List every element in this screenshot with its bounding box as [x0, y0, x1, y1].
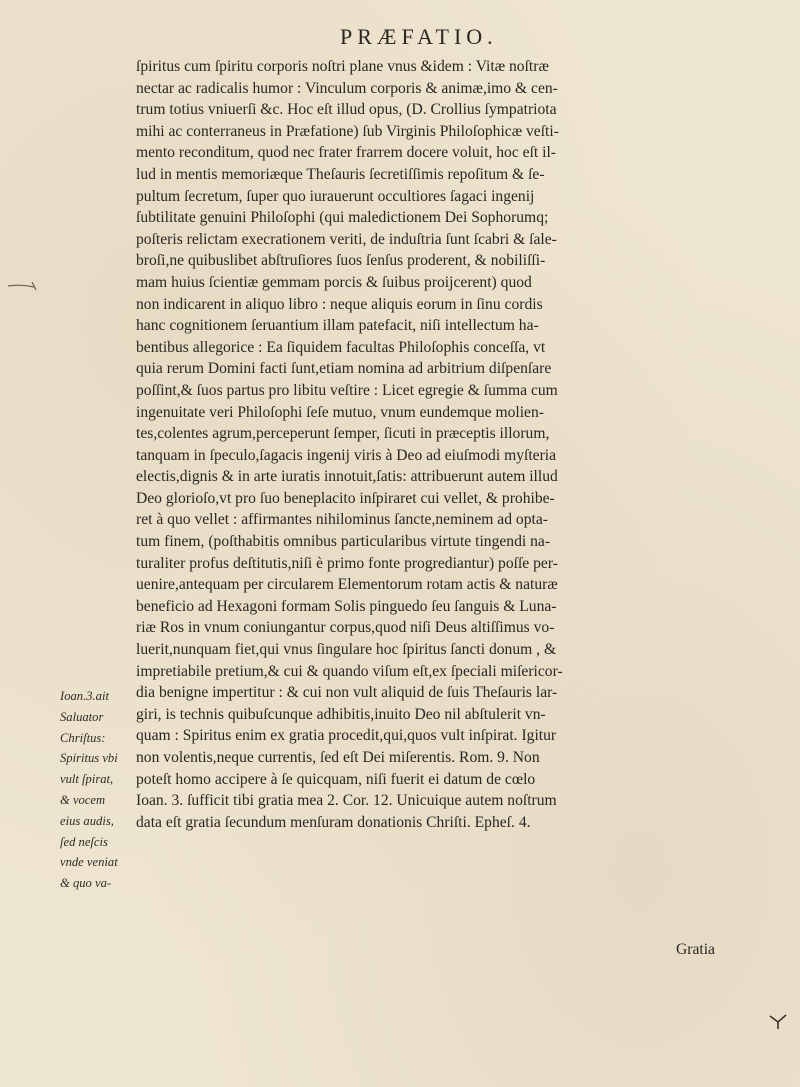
- margin-note-line: ſed neſcis: [60, 834, 108, 849]
- body-text: [136, 56, 746, 833]
- margin-note-line: eius audis,: [60, 813, 114, 828]
- text-line: Ioan. 3. ſufficit tibi gratia mea 2. Cor. 12. Unicuique autem noſtrum: [136, 792, 557, 810]
- text-line: ſubtilitate genuini Philoſophi (qui maledictionem Dei Sophorumq;: [136, 209, 549, 227]
- catchword: Gratia: [676, 941, 715, 958]
- text-line: non indicarent in aliquo libro : neque aliquis eorum in ſinu cordis: [136, 295, 543, 313]
- text-line: luerit,nunquam fiet,qui vnus ſingulare hoc ſpiritus ſancti donum , &: [136, 641, 557, 659]
- text-line: poteſt homo accipere à ſe quicquam, niſi fuerit ei datum de cœlo: [136, 770, 536, 788]
- text-line: uenire,antequam per circularem Elementorum rotam actis & naturæ: [136, 576, 558, 594]
- text-line: quam : Spiritus enim ex gratia procedit,qui,quos vult inſpirat. Igitur: [136, 727, 557, 745]
- corner-ink-mark: [768, 1012, 788, 1030]
- text-line: nectar ac radicalis humor : Vinculum corporis & animæ,imo & cen-: [136, 79, 558, 97]
- text-line: non volentis,neque currentis, ſed eſt Dei miſerentis. Rom. 9. Non: [136, 749, 540, 766]
- margin-note-line: vnde veniat: [60, 855, 118, 870]
- text-line: hanc cognitionem ſeruantium illam patefacit, niſi intellectum ha-: [136, 317, 539, 335]
- margin-note-line: & quo va-: [60, 876, 112, 891]
- stray-ink-mark: [6, 276, 46, 296]
- text-line: mihi ac conterraneus in Præfatione) ſub Virginis Philoſophicæ veſti-: [136, 122, 559, 140]
- text-line: dia benigne impertitur : & cui non vult aliquid de ſuis Theſauris lar-: [136, 684, 558, 702]
- text-line: ret à quo vellet : affirmantes nihilominus ſancte,neminem ad opta-: [136, 511, 548, 529]
- text-line: Deo glorioſo,vt pro ſuo beneplacito inſpiraret cui vellet, & prohibe-: [136, 489, 555, 507]
- margin-note-line: vult ſpirat,: [60, 772, 114, 787]
- text-line: quia rerum Domini facti ſunt,etiam nomina ad arbitrium diſpenſare: [136, 360, 552, 378]
- margin-note-line: Ioan.3.ait: [60, 689, 109, 703]
- margin-note-line: Chriſtus:: [60, 730, 106, 745]
- text-line: poſſint,& ſuos partus pro libitu veſtire : Licet egregie & ſumma cum: [136, 381, 558, 399]
- text-line: beneficio ad Hexagoni formam Solis pinguedo ſeu ſanguis & Luna-: [136, 597, 557, 615]
- margin-note-line: Spiritus vbi: [60, 751, 118, 766]
- text-line: impretiabile pretium,& cui & quando viſum eſt,ex ſpeciali miſericor-: [136, 662, 563, 680]
- text-line: ſpiritus cum ſpiritu corporis noſtri plane vnus &idem : Vitæ noſtræ: [136, 58, 549, 75]
- text-line: electis,dignis & in arte iuratis innotuit,ſatis: attribuerunt autem illud: [136, 468, 558, 486]
- text-line: tanquam in ſpeculo,ſagacis ingenij viris à Deo ad eiuſmodi myſteria: [136, 446, 557, 464]
- text-line: giri, is technis quibuſcunque adhibitis,inuito Deo nil abſtulerit vn-: [136, 705, 546, 723]
- text-line: tes,colentes agrum,perceperunt ſemper, ſicuti in præceptis illorum,: [136, 425, 550, 443]
- text-line: mam huius ſcientiæ gemmam porcis & ſuibus proijcerent) quod: [136, 273, 532, 291]
- text-line: poſteris relictam execrationem veriti, de induſtria ſunt ſcabri & ſale-: [136, 230, 557, 248]
- text-line: mento reconditum, quod nec frater frarrem docere voluit, hoc eſt il-: [136, 144, 556, 162]
- text-line: bentibus allegorice : Ea ſiquidem facultas Philoſophis conceſſa, vt: [136, 338, 546, 356]
- text-line: turaliter profus deſtitutis,niſi è primo fonte progrediantur) poſſe per-: [136, 554, 558, 572]
- text-line: tum finem, (poſthabitis omnibus particularibus virtute tingendi na-: [136, 533, 551, 551]
- text-line: riæ Ros in vnum coniungantur corpus,quod niſi Deus altiſſimus vo-: [136, 619, 555, 637]
- margin-notes: [60, 686, 140, 894]
- text-line: ingenuitate veri Philoſophi ſeſe mutuo, vnum eundemque molien-: [136, 403, 544, 421]
- text-line: lud in mentis memoriæque Theſauris ſecretiſſimis repoſitum & ſe-: [136, 165, 545, 183]
- text-line: data eſt gratia ſecundum menſuram donationis Chriſti. Epheſ. 4.: [136, 813, 531, 831]
- text-line: broſi,ne quibuslibet abſtruſiores ſuos ſenſus proderent, & nobiliſſi-: [136, 252, 546, 270]
- running-head: PRÆFATIO.: [340, 24, 498, 49]
- text-line: trum totius vniuerſi &c. Hoc eſt illud opus, (D. Crollius ſympatriota: [136, 101, 557, 119]
- margin-note-line: Saluator: [60, 709, 104, 724]
- margin-note-line: & vocem: [60, 792, 106, 807]
- text-line: pultum ſecretum, ſuper quo iurauerunt occultiores ſagaci ingenij: [136, 187, 535, 205]
